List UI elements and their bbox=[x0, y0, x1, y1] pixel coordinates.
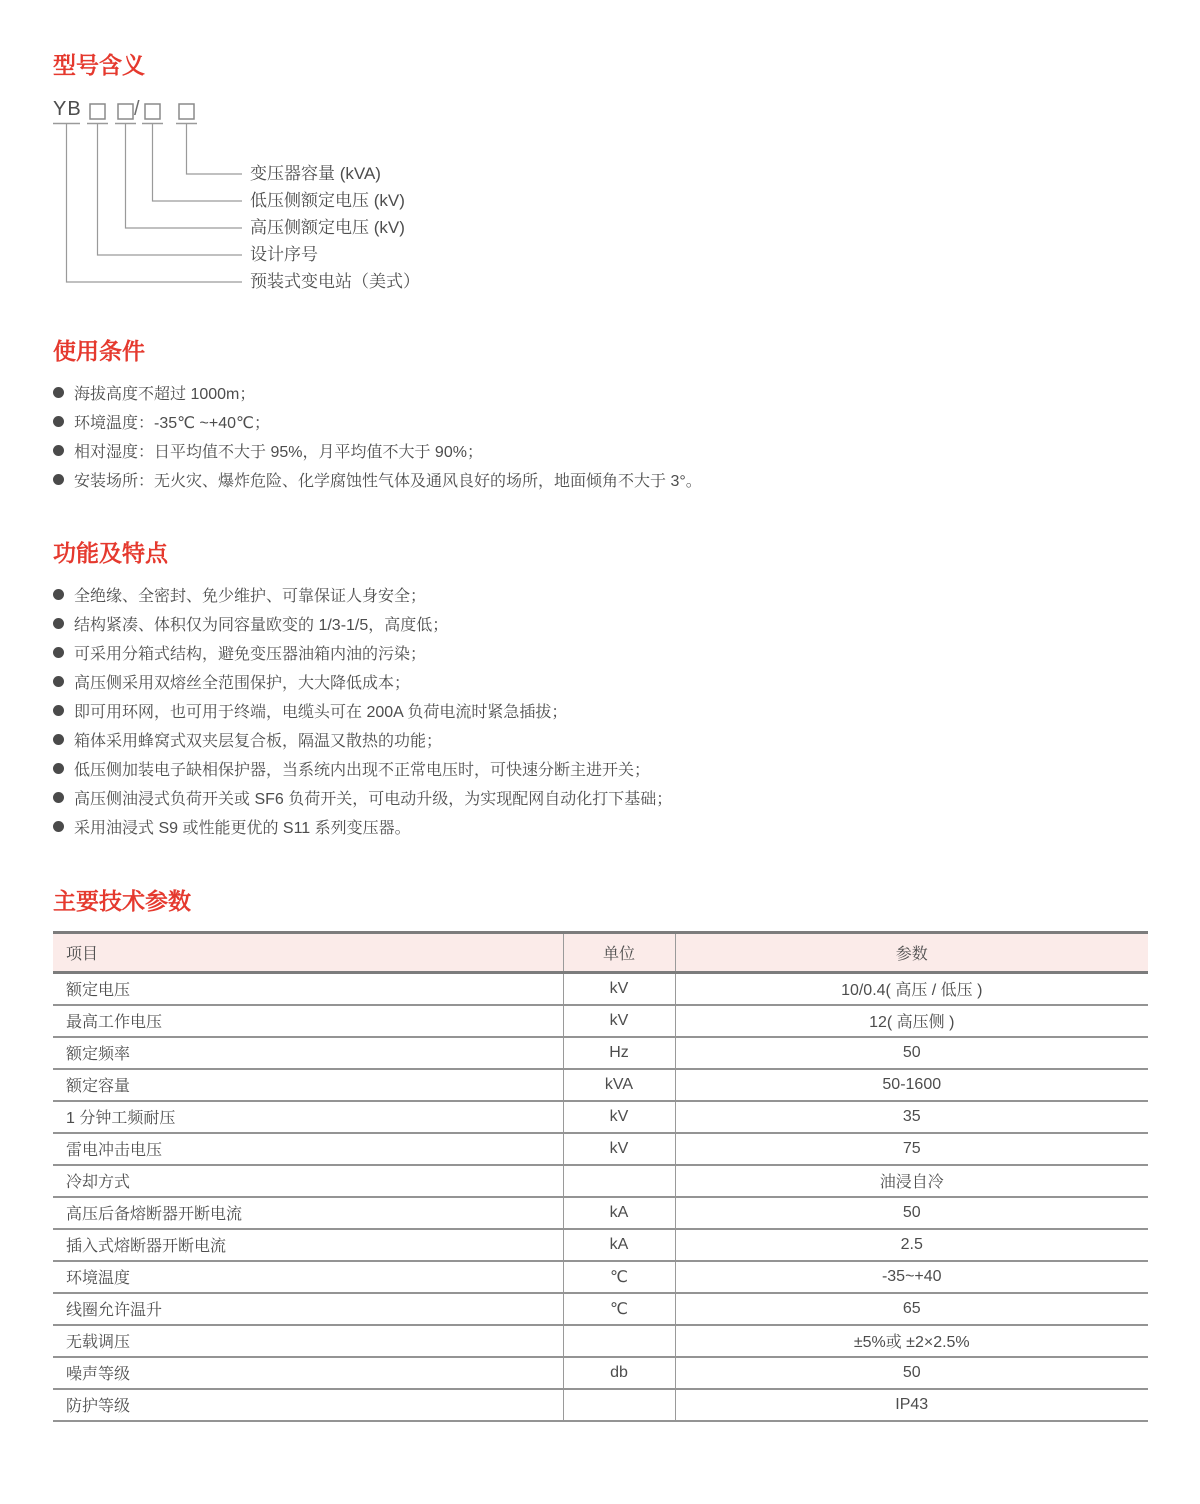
section-title-main-parameters: 主要技术参数 bbox=[53, 888, 191, 914]
list-item bbox=[53, 783, 1148, 812]
bullet-text: 箱体采用蜂窝式双夹层复合板，隔温又散热的功能； bbox=[74, 733, 443, 750]
list-item bbox=[53, 609, 1148, 638]
cell-value: 50-1600 bbox=[675, 1069, 1148, 1101]
table-row bbox=[53, 1389, 1148, 1421]
list-item bbox=[53, 696, 1148, 725]
bullet-icon bbox=[53, 734, 64, 745]
list-item bbox=[53, 407, 1148, 436]
section-title-usage-conditions: 使用条件 bbox=[53, 338, 145, 364]
model-code-box bbox=[145, 104, 160, 119]
bullet-icon bbox=[53, 821, 64, 832]
cell-value: 10/0.4( 高压 / 低压 ) bbox=[675, 973, 1148, 1005]
cell-item: 高压后备熔断器开断电流 bbox=[53, 1197, 563, 1229]
bullet-icon bbox=[53, 445, 64, 456]
cell-item: 冷却方式 bbox=[53, 1165, 563, 1197]
column-header-unit: 单位 bbox=[563, 933, 675, 973]
table-row bbox=[53, 1133, 1148, 1165]
bullet-text: 高压侧采用双熔丝全范围保护，大大降低成本； bbox=[74, 675, 411, 692]
cell-item: 额定频率 bbox=[53, 1037, 563, 1069]
cell-value: 35 bbox=[675, 1101, 1148, 1133]
bullet-icon bbox=[53, 792, 64, 803]
list-item bbox=[53, 667, 1148, 696]
cell-unit bbox=[563, 1389, 675, 1421]
diagram-label-capacity: 变压器容量 (kVA) bbox=[250, 164, 381, 183]
table-row bbox=[53, 1069, 1148, 1101]
cell-value: ±5%或 ±2×2.5% bbox=[675, 1325, 1148, 1357]
section-title-features: 功能及特点 bbox=[53, 540, 168, 566]
table-row bbox=[53, 1229, 1148, 1261]
bullet-text: 可采用分箱式结构，避免变压器油箱内油的污染； bbox=[74, 646, 427, 663]
cell-unit: Hz bbox=[563, 1037, 675, 1069]
bullet-text: 低压侧加装电子缺相保护器，当系统内出现不正常电压时，可快速分断主进开关； bbox=[74, 762, 651, 779]
parameters-table bbox=[53, 931, 1148, 1422]
bullet-text: 即可用环网，也可用于终端，电缆头可在 200A 负荷电流时紧急插拔； bbox=[74, 704, 568, 721]
list-item bbox=[53, 754, 1148, 783]
bullet-icon bbox=[53, 589, 64, 600]
model-code-separator: / bbox=[134, 98, 140, 120]
table-row bbox=[53, 1005, 1148, 1037]
features-list bbox=[53, 580, 1148, 841]
table-row bbox=[53, 1101, 1148, 1133]
cell-value: 50 bbox=[675, 1037, 1148, 1069]
bullet-icon bbox=[53, 763, 64, 774]
list-item bbox=[53, 580, 1148, 609]
cell-unit: ℃ bbox=[563, 1261, 675, 1293]
cell-item: 环境温度 bbox=[53, 1261, 563, 1293]
bullet-icon bbox=[53, 705, 64, 716]
cell-unit: ℃ bbox=[563, 1293, 675, 1325]
model-code-box bbox=[90, 104, 105, 119]
cell-item: 最高工作电压 bbox=[53, 1005, 563, 1037]
bullet-text: 海拔高度不超过 1000m； bbox=[74, 386, 256, 403]
list-item bbox=[53, 378, 1148, 407]
cell-value: 12( 高压侧 ) bbox=[675, 1005, 1148, 1037]
table-row bbox=[53, 1293, 1148, 1325]
cell-value: IP43 bbox=[675, 1389, 1148, 1421]
cell-unit: kV bbox=[563, 973, 675, 1005]
diagram-label-lv-voltage: 低压侧额定电压 (kV) bbox=[250, 191, 405, 210]
list-item bbox=[53, 725, 1148, 754]
cell-unit: kA bbox=[563, 1197, 675, 1229]
cell-value: 2.5 bbox=[675, 1229, 1148, 1261]
cell-value: 油浸自冷 bbox=[675, 1165, 1148, 1197]
cell-unit: db bbox=[563, 1357, 675, 1389]
list-item bbox=[53, 638, 1148, 667]
model-code-box bbox=[179, 104, 194, 119]
bullet-icon bbox=[53, 618, 64, 629]
cell-item: 1 分钟工频耐压 bbox=[53, 1101, 563, 1133]
cell-value: 65 bbox=[675, 1293, 1148, 1325]
cell-item: 防护等级 bbox=[53, 1389, 563, 1421]
diagram-label-design-serial: 设计序号 bbox=[250, 245, 318, 264]
cell-unit: kV bbox=[563, 1101, 675, 1133]
list-item bbox=[53, 465, 1148, 494]
model-code-prefix: YB bbox=[53, 98, 82, 120]
bullet-text: 采用油浸式 S9 或性能更优的 S11 系列变压器。 bbox=[74, 820, 411, 837]
column-header-value: 参数 bbox=[675, 933, 1148, 973]
bullet-icon bbox=[53, 647, 64, 658]
cell-item: 雷电冲击电压 bbox=[53, 1133, 563, 1165]
bullet-text: 高压侧油浸式负荷开关或 SF6 负荷开关，可电动升级，为实现配网自动化打下基础； bbox=[74, 791, 673, 808]
cell-item: 噪声等级 bbox=[53, 1357, 563, 1389]
bullet-text: 环境温度：-35℃ ~+40℃； bbox=[74, 415, 270, 432]
cell-value: -35~+40 bbox=[675, 1261, 1148, 1293]
bullet-icon bbox=[53, 474, 64, 485]
bullet-text: 安装场所：无火灾、爆炸危险、化学腐蚀性气体及通风良好的场所，地面倾角不大于 3°。 bbox=[74, 473, 702, 490]
diagram-label-station-type: 预装式变电站（美式） bbox=[250, 272, 420, 291]
table-header-row bbox=[53, 933, 1148, 973]
cell-item: 线圈允许温升 bbox=[53, 1293, 563, 1325]
cell-unit: kV bbox=[563, 1005, 675, 1037]
list-item bbox=[53, 812, 1148, 841]
bullet-text: 相对湿度：日平均值不大于 95%，月平均值不大于 90%； bbox=[74, 444, 483, 461]
table-row bbox=[53, 1357, 1148, 1389]
cell-item: 无载调压 bbox=[53, 1325, 563, 1357]
cell-unit bbox=[563, 1325, 675, 1357]
cell-value: 75 bbox=[675, 1133, 1148, 1165]
cell-value: 50 bbox=[675, 1197, 1148, 1229]
column-header-item: 项目 bbox=[53, 933, 563, 973]
table-row bbox=[53, 973, 1148, 1005]
bullet-icon bbox=[53, 387, 64, 398]
usage-conditions-list bbox=[53, 378, 1148, 494]
cell-item: 额定电压 bbox=[53, 973, 563, 1005]
cell-item: 额定容量 bbox=[53, 1069, 563, 1101]
bullet-icon bbox=[53, 416, 64, 427]
model-code-box bbox=[118, 104, 133, 119]
cell-unit: kV bbox=[563, 1133, 675, 1165]
bullet-icon bbox=[53, 676, 64, 687]
table-row bbox=[53, 1037, 1148, 1069]
list-item bbox=[53, 436, 1148, 465]
cell-unit: kA bbox=[563, 1229, 675, 1261]
bullet-text: 结构紧凑、体积仅为同容量欧变的 1/3-1/5，高度低； bbox=[74, 617, 449, 634]
table-row bbox=[53, 1325, 1148, 1357]
cell-unit bbox=[563, 1165, 675, 1197]
table-row bbox=[53, 1197, 1148, 1229]
cell-unit: kVA bbox=[563, 1069, 675, 1101]
cell-item: 插入式熔断器开断电流 bbox=[53, 1229, 563, 1261]
code-connectors bbox=[67, 124, 243, 283]
cell-value: 50 bbox=[675, 1357, 1148, 1389]
diagram-label-hv-voltage: 高压侧额定电压 (kV) bbox=[250, 218, 405, 237]
section-title-model-meaning: 型号含义 bbox=[53, 52, 145, 78]
model-code-diagram bbox=[53, 97, 1148, 302]
table-row bbox=[53, 1261, 1148, 1293]
table-row bbox=[53, 1165, 1148, 1197]
bullet-text: 全绝缘、全密封、免少维护、可靠保证人身安全； bbox=[74, 588, 427, 605]
